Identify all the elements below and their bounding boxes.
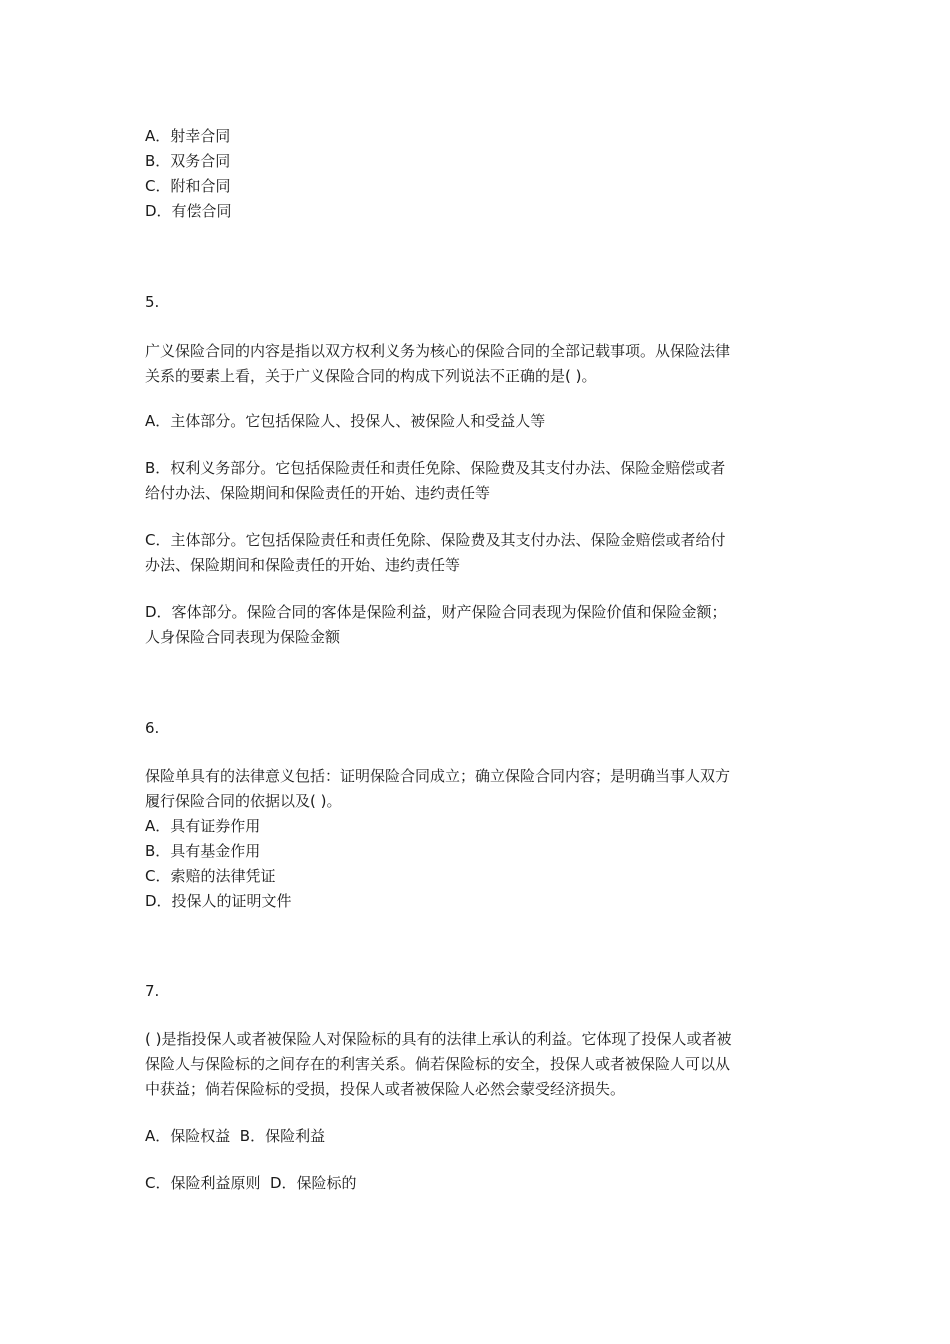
spacer: [145, 506, 810, 528]
q5-option-c-line: C．主体部分。它包括保险责任和责任免除、保险费及其支付办法、保险金赔偿或者给付: [145, 531, 726, 549]
q6-option-d: D．投保人的证明文件: [145, 892, 292, 910]
q5-option-a: [145, 409, 810, 434]
spacer: [145, 914, 810, 979]
q4-option-b: B．双务合同: [145, 152, 231, 170]
spacer: [145, 224, 810, 290]
q5-option-c-line: 办法、保险期间和保险责任的开始、违约责任等: [145, 556, 461, 574]
q6-stem-line: 保险单具有的法律意义包括：证明保险合同成立；确立保险合同内容；是明确当事人双方: [145, 767, 731, 785]
q5-option-d-line: D．客体部分。保险合同的客体是保险利益，财产保险合同表现为保险价值和保险金额；: [145, 603, 727, 621]
q5-option-b-line: B．权利义务部分。它包括保险责任和责任免除、保险费及其支付办法、保险金赔偿或者: [145, 459, 726, 477]
q5-option-c: [145, 528, 810, 578]
q5-option-d: [145, 600, 810, 650]
q6-option-b: B．具有基金作用: [145, 842, 261, 860]
q7-stem-line: 保险人与保险标的之间存在的利害关系。倘若保险标的安全，投保人或者被保险人可以从: [145, 1055, 731, 1073]
q5-number: 5.: [145, 293, 160, 311]
q5-option-b-line: 给付办法、保险期间和保险责任的开始、违约责任等: [145, 484, 491, 502]
spacer: [145, 389, 810, 409]
q5-option-b: [145, 456, 810, 506]
spacer: [145, 434, 810, 456]
q5-stem-line: 广义保险合同的内容是指以双方权利义务为核心的保险合同的全部记载事项。从保险法律: [145, 342, 731, 360]
q5-stem: [145, 339, 810, 389]
spacer: [145, 1102, 810, 1124]
q7-stem: [145, 1027, 810, 1102]
q4-option-c: C．附和合同: [145, 177, 231, 195]
q4-option-a: A．射幸合同: [145, 127, 231, 145]
q5-option-a-line: A．主体部分。它包括保险人、投保人、被保险人和受益人等: [145, 412, 546, 430]
q7-stem-line: 中获益；倘若保险标的受损，投保人或者被保险人必然会蒙受经济损失。: [145, 1080, 626, 1098]
q6-options: [145, 814, 810, 914]
spacer: [145, 1149, 810, 1171]
q7-options-row-1: A．保险权益 B．保险利益: [145, 1127, 326, 1145]
q6-stem: [145, 764, 810, 814]
q5-stem-line: 关系的要素上看，关于广义保险合同的构成下列说法不正确的是( )。: [145, 367, 597, 385]
q7-stem-line: ( )是指投保人或者被保险人对保险标的具有的法律上承认的利益。它体现了投保人或者被: [145, 1030, 732, 1048]
document-page: [145, 124, 810, 1196]
spacer: [145, 741, 810, 764]
q7-number: 7.: [145, 982, 160, 1000]
q6-number: 6.: [145, 719, 160, 737]
q5-option-d-line: 人身保险合同表现为保险金额: [145, 628, 341, 646]
q7-options-row-2: C．保险利益原则 D．保险标的: [145, 1174, 357, 1192]
spacer: [145, 578, 810, 600]
spacer: [145, 650, 810, 716]
q4-option-d: D．有偿合同: [145, 202, 232, 220]
q6-option-a: A．具有证券作用: [145, 817, 261, 835]
spacer: [145, 315, 810, 339]
q6-option-c: C．索赔的法律凭证: [145, 867, 276, 885]
question-4-options: [145, 124, 810, 224]
spacer: [145, 1004, 810, 1027]
q6-stem-line: 履行保险合同的依据以及( )。: [145, 792, 342, 810]
